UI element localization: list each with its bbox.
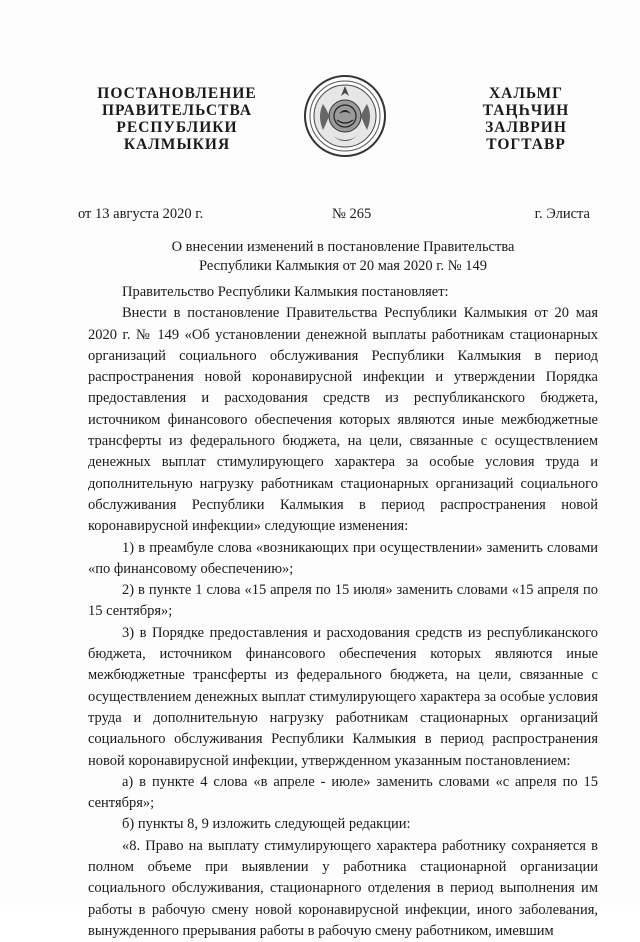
document-meta <box>78 206 590 224</box>
document-body <box>88 282 598 942</box>
body-paragraph: 1) в преамбуле слова «возникающих при осуществлении» заменить словами «по финансовому обеспечению»; <box>88 539 598 577</box>
header-left-title <box>92 85 262 153</box>
header-left-line: КАЛМЫКИЯ <box>123 136 231 153</box>
header-left-line: ПРАВИТЕЛЬСТВА <box>101 102 253 119</box>
header-left-line: ПОСТАНОВЛЕНИЕ <box>97 85 257 102</box>
document-title-line: О внесении изменений в постановление Правительства <box>171 239 515 255</box>
body-paragraph: 3) в Порядке предоставления и расходования средств из республиканского бюджета, источником финансового обеспечения которых являются иные межбюджетные трансферты из федерального бюджета, на цели, связанные с осуществлением денежных выплат стимулирующего характера за особые условия труда и дополнительную нагрузку работникам стационарных организаций социального обслуживания Республики Калмыкия в период распространения новой коронавирусной инфекции, утвержденном указанным постановлением: <box>88 624 598 769</box>
header-left-line: РЕСПУБЛИКИ <box>116 119 238 136</box>
document-number: № 265 <box>332 206 372 222</box>
body-paragraph: Правительство Республики Калмыкия постановляет: <box>122 284 449 300</box>
header-right-line: ТОГТАВР <box>486 136 566 153</box>
body-paragraph: а) в пункте 4 слова «в апреле - июле» заменить словами «с апреля по 15 сентября»; <box>88 773 598 812</box>
header-right-line: ЗАЛВРИН <box>485 119 567 136</box>
header-right-title <box>456 85 596 153</box>
body-paragraph: «8. Право на выплату стимулирующего характера работнику сохраняется в полном объеме при выявлении у работника стационарной организации социального обслуживания, стационарного отделения в период выполнения им работы в рабочую смену новой коронавирусной инфекции, иного заболевания, вынужденного прерывания работы в рабочую смену работником, имевшим <box>88 837 598 939</box>
document-title-line: Республики Калмыкия от 20 мая 2020 г. № 149 <box>198 258 487 274</box>
coat-of-arms-icon <box>303 74 387 158</box>
document-city: г. Элиста <box>534 206 590 222</box>
header-right-line: ХАЛЬМГ <box>488 85 564 102</box>
body-paragraph: Внести в постановление Правительства Республики Калмыкия от 20 мая 2020 г. № 149 «Об установлении денежной выплаты работникам стационарных организаций социального обслуживания Республики Калмыкия в период распространения новой коронавирусной инфекции и утверждении Порядка предоставления и расходования средств из республиканского бюджета, источником финансового обеспечения которых являются иные межбюджетные трансферты из федерального бюджета, на цели, связанные с осуществлением денежных выплат стимулирующего характера за особые условия труда и дополнительную нагрузку работникам стационарных организаций социального обслуживания Республики Калмыкия в период распространения новой коронавирусной инфекции» следующие изменения: <box>88 305 598 535</box>
header-right-line: ТАҢҺЧИН <box>482 102 570 119</box>
body-paragraph: б) пункты 8, 9 изложить следующей редакции: <box>122 816 411 833</box>
document-title <box>100 238 586 276</box>
document-date: от 13 августа 2020 г. <box>78 206 204 222</box>
body-paragraph: 2) в пункте 1 слова «15 апреля по 15 июля» заменить словами «15 апреля по 15 сентября»; <box>88 582 598 620</box>
